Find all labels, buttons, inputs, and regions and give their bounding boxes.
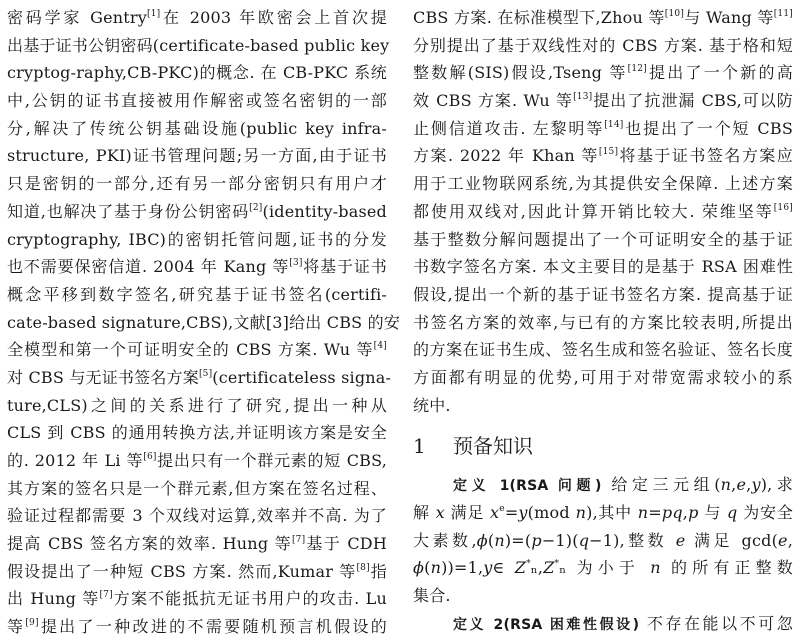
text-segment: =	[504, 503, 519, 522]
text-segment: (	[487, 530, 495, 550]
text-segment: 集合.	[413, 586, 451, 606]
math-variable: n	[720, 475, 732, 495]
text-line	[413, 226, 793, 254]
text-segment: 统中.	[413, 395, 451, 415]
text-segment: 的所有正整数	[660, 558, 793, 578]
text-line	[7, 281, 387, 309]
text-segment: 止侧信道攻击. 左黎明等	[413, 118, 605, 138]
text-line	[413, 142, 793, 170]
math-variable: y	[518, 503, 528, 522]
text-segment: cate-based signature,CBS),文献[3]给出 CBS 的安	[7, 312, 401, 332]
text-segment: ₙ 为小于	[559, 558, 651, 578]
superscript: [5]	[198, 368, 213, 379]
text-line	[413, 527, 793, 555]
superscript: [16]	[773, 202, 793, 213]
superscript: [6]	[143, 452, 157, 462]
right-column-definitions	[413, 471, 793, 637]
text-segment: 提高 CBS 签名方案的效率. Hung 等	[7, 534, 292, 554]
math-variable: n	[575, 503, 587, 522]
math-variable: e	[675, 530, 686, 550]
text-segment: 假设,提出一个新的基于证书签名方案. 提高基于证	[413, 284, 793, 304]
text-line	[7, 530, 387, 558]
superscript: [2]	[249, 202, 263, 213]
text-segment: 为安全	[737, 503, 793, 522]
text-line	[7, 115, 387, 143]
superscript: [8]	[356, 562, 370, 573]
math-variable: n	[430, 558, 442, 578]
math-variable: p	[688, 503, 699, 522]
text-line	[413, 4, 793, 32]
text-line	[413, 281, 793, 309]
math-variable: Z	[543, 558, 555, 578]
text-segment: 知道,也解决了基于身份公钥密码	[7, 201, 250, 221]
text-line	[7, 87, 387, 115]
text-line	[413, 471, 793, 499]
text-segment: 验证过程都需要 3 个双线对运算,效率并不高. 为了	[7, 506, 387, 526]
math-variable: q	[726, 503, 738, 522]
text-segment: 在 2003 年欧密会上首次提	[160, 8, 387, 27]
text-segment: 提出了一个新的高	[646, 63, 793, 83]
superscript: [14]	[604, 119, 624, 130]
text-segment: ,	[682, 503, 689, 522]
definition-label: 定义 1(RSA 问题)	[453, 478, 602, 495]
text-line	[413, 170, 793, 198]
text-line	[7, 336, 387, 364]
text-line	[7, 59, 387, 87]
text-segment: ),求	[760, 475, 793, 495]
text-line	[413, 364, 793, 392]
text-segment: 的. 2012 年 Li 等	[7, 451, 144, 470]
text-line	[7, 585, 387, 613]
text-segment: 基于整数分解问题提出了一个可证明安全的基于证	[413, 229, 793, 249]
text-segment: 与 Wang 等	[684, 8, 774, 27]
text-line	[413, 115, 793, 143]
text-segment: 都使用双线对,因此计算开销比较大. 荣维坚等	[413, 201, 774, 221]
superscript: [12]	[627, 64, 647, 75]
text-segment: 满足 gcd(	[685, 530, 779, 550]
text-segment: )=(	[504, 530, 532, 550]
math-variable: q	[578, 530, 590, 550]
text-segment: (mod	[527, 503, 576, 522]
text-line	[7, 392, 387, 420]
math-variable: n	[494, 530, 505, 550]
math-variable: ϕ	[413, 558, 425, 578]
text-segment: ),其中	[586, 503, 638, 522]
left-column	[7, 4, 401, 641]
text-line	[413, 582, 793, 610]
text-segment: 分,解决了传统公钥基础设施(public key infra-	[7, 118, 387, 138]
text-segment: (identity-based	[262, 201, 387, 221]
text-segment: ))=1,	[441, 558, 484, 578]
text-segment: −1),整数	[589, 530, 676, 550]
text-line	[7, 558, 387, 586]
text-segment: 方面都有明显的优势,可用于对带宽需求较小的系	[413, 367, 793, 387]
text-line	[7, 613, 387, 641]
text-segment: 方案不能抵抗无证书用户的攻击. Lu	[112, 589, 388, 609]
text-segment: (certificateless signa-	[212, 367, 392, 387]
math-variable: y	[483, 558, 493, 578]
superscript: [15]	[598, 147, 619, 158]
text-line	[413, 392, 793, 420]
section-heading	[413, 423, 793, 469]
math-variable: n	[637, 503, 649, 522]
text-segment: 大素数,	[413, 530, 477, 550]
text-line	[7, 4, 387, 32]
text-line	[413, 554, 793, 582]
text-segment: 将基于证书	[302, 257, 387, 277]
superscript: [11]	[773, 9, 793, 19]
text-segment: 指	[369, 561, 387, 581]
text-segment: ∈	[492, 558, 515, 578]
text-line	[7, 475, 387, 503]
superscript: [4]	[373, 341, 387, 352]
text-segment: 效 CBS 方案. Wu 等	[413, 91, 574, 111]
text-segment: 书数字签名方案. 本文主要目的是基于 RSA 困难性	[413, 257, 793, 277]
text-segment: 满足	[444, 503, 491, 522]
text-segment: ₙ,	[530, 558, 544, 578]
text-segment: 解	[413, 503, 436, 522]
text-segment: 书签名方案的效率,与已有的方案比较表明,所提出	[413, 312, 793, 332]
math-variable: e	[778, 530, 788, 550]
text-segment: structure, PKI)证书管理问题;另一方面,由于证书	[7, 146, 387, 166]
text-segment: 整数解(SIS)假设,Tseng 等	[413, 63, 628, 83]
text-line	[7, 226, 387, 254]
superscript: [3]	[289, 258, 303, 269]
superscript: [9]	[25, 618, 39, 629]
text-segment: 将基于证书签名方案应	[618, 146, 793, 166]
text-line	[7, 32, 390, 60]
text-segment: 用于工业物联网系统,为其提供安全保障. 上述方案	[413, 174, 793, 194]
superscript: [13]	[573, 92, 593, 103]
text-line	[7, 170, 387, 198]
text-segment: 出基于证书公钥密码(certificate-based public key	[7, 35, 390, 55]
math-variable: ϕ	[476, 530, 488, 550]
superscript: *	[526, 559, 531, 570]
text-segment: 也不需要保密信道. 2004 年 Kang 等	[7, 257, 290, 277]
math-variable: y	[751, 475, 761, 495]
text-line	[413, 610, 793, 638]
text-segment: cryptog-raphy,CB-PKC)的概念. 在 CB-PKC 系统	[7, 63, 387, 83]
text-line	[7, 419, 387, 447]
text-segment: 也提出了一个短 CBS	[623, 118, 793, 138]
text-segment: 出 Hung 等	[7, 589, 100, 609]
superscript: *	[554, 559, 560, 570]
superscript: [1]	[147, 9, 161, 19]
text-segment: 只是密钥的一部分,还有另一部分密钥只有用户才	[7, 174, 387, 194]
text-segment: CLS 到 CBS 的通用转换方法,并证明该方案是安全	[7, 423, 387, 443]
math-variable: x	[490, 503, 500, 522]
text-line	[7, 253, 387, 281]
text-line	[7, 447, 387, 475]
text-segment: 概念平移到数字签名,研究基于证书签名(certifi-	[7, 284, 387, 304]
text-segment: 方案. 2022 年 Khan 等	[413, 146, 599, 166]
text-line	[7, 364, 392, 392]
text-line	[413, 253, 793, 281]
text-segment: 中,公钥的证书直接被用作解密或签名密钥的一部	[7, 91, 387, 111]
text-segment: 的方案在证书生成、签名生成和签名验证、签名长度	[413, 340, 793, 360]
text-line	[413, 336, 793, 364]
math-variable: p	[531, 530, 542, 550]
text-segment: −1)(	[541, 530, 579, 550]
text-segment: 提出了一种改进的不需要随机预言机假设的	[38, 617, 387, 637]
section-title: 预备知识	[453, 434, 533, 459]
right-column-intro-text	[413, 4, 793, 419]
text-line	[413, 59, 793, 87]
text-segment: 全模型和第一个可证明安全的 CBS 方案. Wu 等	[7, 340, 374, 360]
text-segment: ,	[746, 475, 752, 495]
text-segment: CBS 方案. 在标准模型下,Zhou 等	[413, 8, 665, 27]
text-line	[413, 198, 793, 226]
text-segment: 其方案的签名只是一个群元素,但方案在签名过程、	[7, 478, 387, 498]
text-segment: 基于 CDH	[305, 534, 387, 554]
text-segment: 对 CBS 与无证书签名方案	[7, 367, 199, 387]
superscript: e	[499, 504, 505, 514]
text-segment: 等	[7, 617, 26, 637]
text-segment: 密码学家 Gentry	[7, 8, 148, 27]
text-segment: 提出只有一个群元素的短 CBS,	[156, 451, 387, 470]
definition-label: 定义 2(RSA 困难性假设)	[453, 616, 640, 633]
text-segment: cryptography, IBC)的密钥托管问题,证书的分发	[7, 229, 387, 249]
section-number: 1	[413, 434, 426, 459]
text-segment: 给定三元组(	[601, 475, 721, 495]
text-segment: =	[648, 503, 662, 522]
text-segment: 分别提出了基于双线性对的 CBS 方案. 基于格和短	[413, 35, 793, 55]
text-segment: ,	[787, 530, 793, 550]
superscript: [7]	[99, 590, 113, 601]
text-line	[413, 499, 793, 527]
text-segment: (	[424, 558, 431, 578]
math-variable: pq	[661, 503, 683, 522]
text-line	[7, 142, 387, 170]
math-variable: n	[650, 558, 661, 578]
text-segment: ture,CLS)之间的关系进行了研究,提出一种从	[7, 395, 387, 415]
right-column	[413, 4, 793, 637]
text-segment: ,	[731, 475, 737, 495]
math-variable: e	[736, 475, 747, 495]
text-segment: 假设提出了一种短 CBS 方案. 然而,Kumar 等	[7, 561, 357, 581]
text-line	[7, 198, 387, 226]
text-segment: 提出了抗泄漏 CBS,可以防	[592, 91, 793, 111]
text-line	[413, 32, 793, 60]
text-line	[7, 309, 401, 337]
math-variable: x	[435, 503, 445, 522]
text-line	[413, 87, 793, 115]
text-segment: 与	[698, 503, 727, 522]
superscript: [7]	[291, 535, 306, 546]
text-line	[413, 309, 793, 337]
superscript: [10]	[664, 9, 685, 19]
text-line	[7, 502, 387, 530]
text-segment: 不存在能以不可忽	[639, 613, 794, 633]
math-variable: Z	[514, 558, 527, 578]
